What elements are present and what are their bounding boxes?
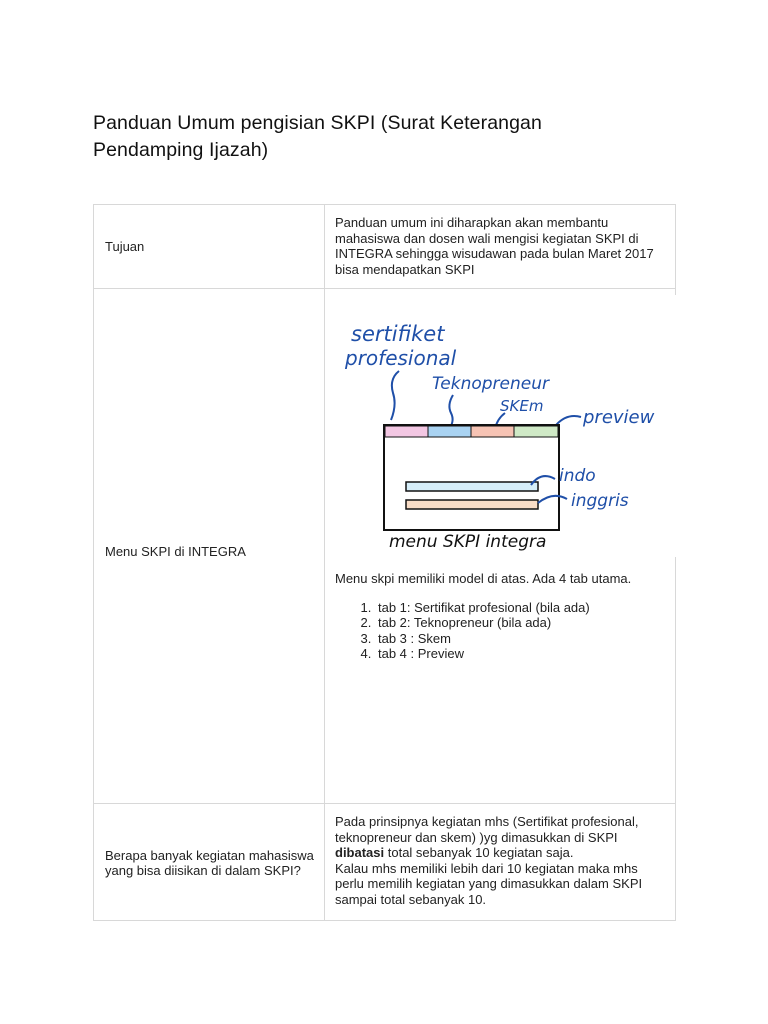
content-bold-dibatasi: dibatasi <box>335 845 385 860</box>
list-item: 2. tab 2: Teknopreneur (bila ada) <box>375 615 667 631</box>
row-content-menu-skpi <box>325 289 676 804</box>
list-item: 3. tab 3 : Skem <box>375 631 667 647</box>
tab-4-preview <box>514 426 558 437</box>
row-content-tujuan: Panduan umum ini diharapkan akan membantu mahasiswa dan dosen wali mengisi kegiatan SKPI di INTEGRA sehingga wisudawan pada bulan Maret 2017 bisa mendapatkan SKPI <box>325 205 676 289</box>
sketch-label-sertifikat: sertifiket <box>351 322 445 346</box>
list-item: 4. tab 4 : Preview <box>375 646 667 662</box>
row-content-jumlah-kegiatan <box>325 804 676 921</box>
content-text: Pada prinsipnya kegiatan mhs (Sertifikat profesional, teknopreneur dan skem) )yg dimasukkan di SKPI <box>335 814 639 845</box>
page-title: Panduan Umum pengisian SKPI (Surat Keterangan Pendamping Ijazah) <box>93 112 542 161</box>
table-row-menu-skpi <box>94 289 676 804</box>
menu-description: Menu skpi memiliki model di atas. Ada 4 tab utama. <box>335 571 632 586</box>
tab-1-sertifikat <box>385 426 428 437</box>
row-label-jumlah-kegiatan: Berapa banyak kegiatan mahasiswa yang bisa diisikan di dalam SKPI? <box>94 804 325 921</box>
content-text: Kalau mhs memiliki lebih dari 10 kegiatan maka mhs perlu memilih kegiatan yang dimasukkan dalam SKPI sampai total sebanyak 10. <box>335 860 643 907</box>
sketch-label-preview: preview <box>583 407 655 428</box>
sketch-label-profesional: profesional <box>345 346 457 370</box>
menu-sketch-image <box>331 295 681 557</box>
list-item: 1. tab 1: Sertifikat profesional (bila ada) <box>375 600 667 616</box>
tab-list <box>335 600 667 662</box>
table-row-tujuan <box>94 205 676 289</box>
row-label-menu-skpi: Menu SKPI di INTEGRA <box>94 289 325 804</box>
sketch-label-skem: SKEm <box>500 397 544 415</box>
sketch-label-teknopreneur: Teknopreneur <box>432 374 549 394</box>
sketch-caption: menu SKPI integra <box>389 532 547 552</box>
tab-3-skem <box>471 426 514 437</box>
bar-indo <box>406 482 538 491</box>
row-label-tujuan: Tujuan <box>94 205 325 289</box>
sketch-label-inggris: inggris <box>571 491 629 511</box>
tab-2-teknopreneur <box>428 426 471 437</box>
bar-inggris <box>406 500 538 509</box>
table-row-jumlah-kegiatan <box>94 804 676 921</box>
sketch-label-indo: indo <box>559 466 596 486</box>
content-text: total sebanyak 10 kegiatan saja. <box>384 845 574 860</box>
guide-table <box>93 204 676 921</box>
